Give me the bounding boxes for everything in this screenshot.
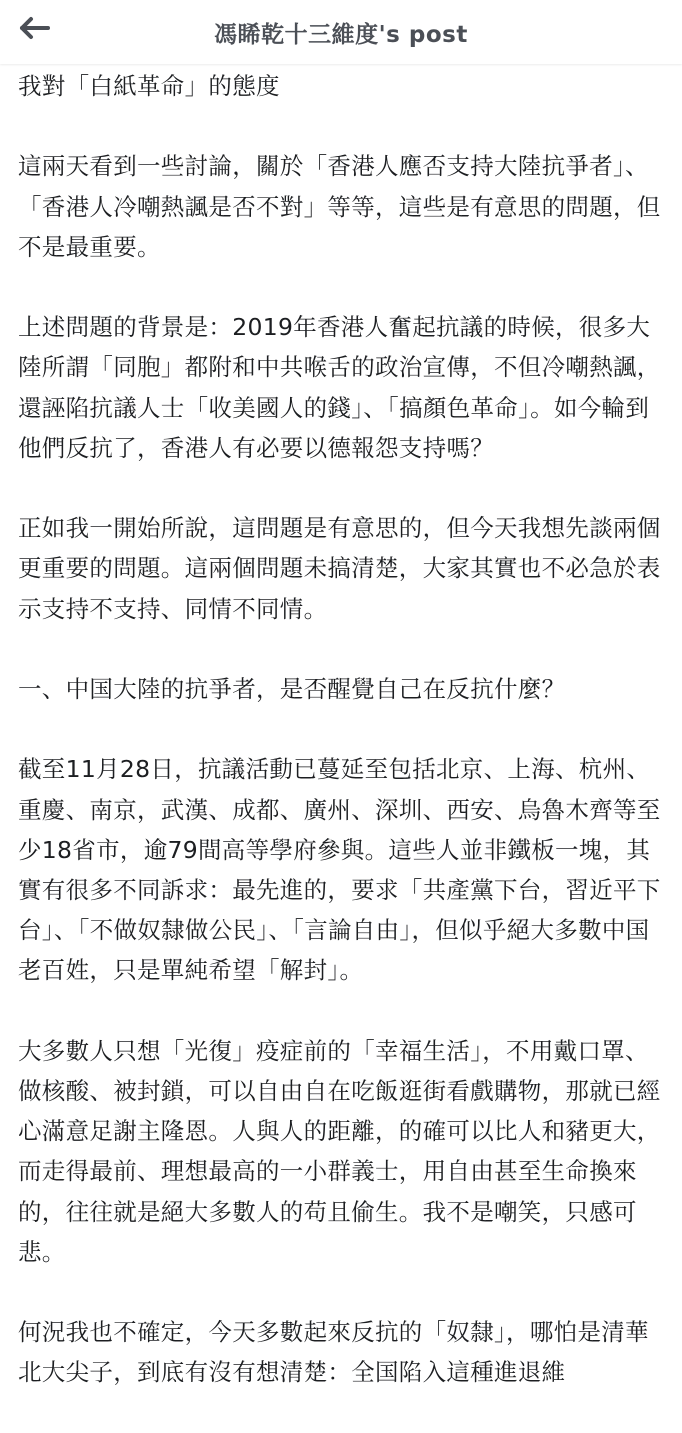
post-heading: 我對「白紙革命」的態度: [18, 72, 280, 100]
post-paragraph: 上述問題的背景是：2019年香港人奮起抗議的時候，很多大陸所謂「同胞」都附和中共喉舌的政治宣傳，不但冷嘲熱諷，還誣陷抗議人士「收美國人的錢」、「搞顏色革命」。如今輪到他們反抗了，香港人有必要以德報怨支持嗎？: [18, 313, 661, 462]
post-paragraph: 大多數人只想「光復」疫症前的「幸福生活」，不用戴口罩、做核酸、被封鎖，可以自由自在吃飯逛街看戲購物，那就已經心滿意足謝主隆恩。人與人的距離，的確可以比人和豬更大，而走得最前、理想最高的一小群義士，用自由甚至生命換來的，往往就是絕大多數人的苟且偷生。我不是嘲笑，只感可悲。: [18, 1036, 661, 1266]
post-section-heading: 一、中国大陸的抗爭者，是否醒覺自己在反抗什麼？: [18, 674, 566, 703]
post-header: [0, 0, 682, 64]
post-paragraph: 正如我一開始所說，這問題是有意思的，但今天我想先談兩個更重要的問題。這兩個問題未搞清楚，大家其實也不必急於表示支持不支持、同情不同情。: [18, 514, 661, 623]
post-paragraph: 何況我也不確定，今天多數起來反抗的「奴隸」，哪怕是清華北大尖子，到底有沒有想清楚：全国陷入這種進退維: [18, 1318, 649, 1387]
page-title: 馮睎乾十三維度's post: [214, 22, 468, 48]
post-paragraph: 這兩天看到一些討論，關於「香港人應否支持大陸抗爭者」、「香港人冷嘲熱諷是否不對」等等，這些是有意思的問題，但不是最重要。: [18, 152, 661, 261]
post-paragraph: 截至11月28日，抗議活動已蔓延至包括北京、上海、杭州、重慶、南京，武漢、成都、廣州、深圳、西安、烏魯木齊等至少18省市，逾79間高等學府參與。這些人並非鐵板一塊，其實有很多不同訴求：最先進的，要求「共產黨下台，習近平下台」、「不做奴隸做公民」、「言論自由」，但似乎絕大多數中国老百姓，只是單純希望「解封」。: [18, 755, 661, 985]
post-content: [18, 66, 670, 1433]
